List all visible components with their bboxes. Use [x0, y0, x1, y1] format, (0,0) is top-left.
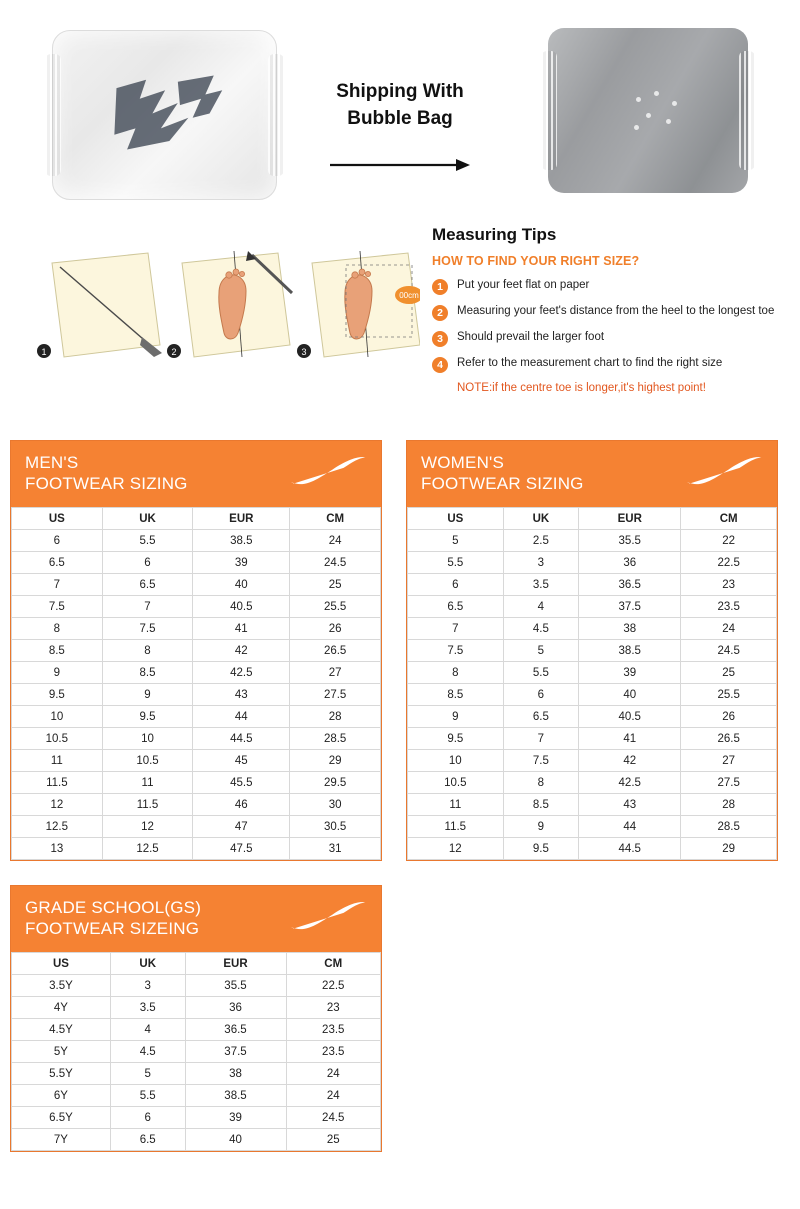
cell-us: 9 [408, 706, 504, 728]
cell-uk: 5.5 [110, 1085, 185, 1107]
col-uk: UK [110, 953, 185, 975]
cell-uk: 12 [102, 816, 193, 838]
table-row [12, 794, 381, 816]
cell-eur: 39 [185, 1107, 286, 1129]
cell-uk: 7.5 [503, 750, 579, 772]
cell-us: 10.5 [408, 772, 504, 794]
shipping-title [300, 78, 500, 132]
diagram-step-3 [297, 251, 420, 358]
cell-cm: 27 [681, 750, 777, 772]
cell-uk: 6 [102, 552, 193, 574]
right-arrow-icon [330, 158, 470, 172]
cell-uk: 6.5 [503, 706, 579, 728]
cell-eur: 44.5 [193, 728, 290, 750]
cell-uk: 12.5 [102, 838, 193, 860]
table-row [12, 1063, 381, 1085]
cell-uk: 3 [110, 975, 185, 997]
cell-cm: 28.5 [681, 816, 777, 838]
cell-uk: 4 [503, 596, 579, 618]
table-row [12, 640, 381, 662]
cell-us: 9.5 [12, 684, 103, 706]
table-header-row [12, 508, 381, 530]
cell-eur: 42 [193, 640, 290, 662]
cell-cm: 24.5 [290, 552, 381, 574]
table-row [12, 596, 381, 618]
table-row [408, 552, 777, 574]
tip-item [432, 304, 782, 321]
size-tables-section [0, 440, 800, 1152]
tip-text: Should prevail the larger foot [457, 331, 605, 343]
foot-measuring-diagram [30, 245, 420, 375]
cell-eur: 38 [579, 618, 681, 640]
gs-table-body [12, 975, 381, 1151]
tip-item [432, 330, 782, 347]
cell-us: 12 [12, 794, 103, 816]
col-eur: EUR [579, 508, 681, 530]
cell-eur: 47.5 [193, 838, 290, 860]
cell-cm: 28.5 [290, 728, 381, 750]
col-eur: EUR [193, 508, 290, 530]
ruler-label: 00cm [399, 291, 419, 300]
cell-uk: 10 [102, 728, 193, 750]
jordan-print-icon [102, 67, 233, 162]
tip-text: Put your feet flat on paper [457, 279, 590, 291]
gray-bubble-mailer-icon [548, 28, 748, 193]
cell-cm: 24 [290, 530, 381, 552]
cell-us: 10.5 [12, 728, 103, 750]
cell-eur: 40.5 [193, 596, 290, 618]
cell-us: 6 [12, 530, 103, 552]
cell-eur: 36 [579, 552, 681, 574]
cell-uk: 5 [110, 1063, 185, 1085]
cell-eur: 40 [193, 574, 290, 596]
nike-swoosh-icon [289, 457, 367, 485]
cell-eur: 40 [185, 1129, 286, 1151]
tip-number: 4 [432, 357, 448, 373]
gs-table-title-line1: GRADE SCHOOL(GS) [25, 898, 202, 917]
cell-cm: 24 [286, 1085, 381, 1107]
cell-cm: 26 [290, 618, 381, 640]
womens-table-title-line2: FOOTWEAR SIZING [421, 474, 584, 493]
mens-table-body [12, 530, 381, 860]
cell-uk: 11.5 [102, 794, 193, 816]
col-cm: CM [681, 508, 777, 530]
gs-table-header [11, 886, 381, 952]
table-row [12, 1041, 381, 1063]
cell-uk: 8.5 [503, 794, 579, 816]
cell-cm: 26 [681, 706, 777, 728]
cell-eur: 38.5 [579, 640, 681, 662]
cell-eur: 41 [193, 618, 290, 640]
cell-us: 5Y [12, 1041, 111, 1063]
table-row [408, 816, 777, 838]
tip-item [432, 356, 782, 373]
cell-us: 5.5Y [12, 1063, 111, 1085]
cell-cm: 25 [290, 574, 381, 596]
cell-eur: 43 [193, 684, 290, 706]
col-us: US [12, 508, 103, 530]
col-us: US [12, 953, 111, 975]
cell-uk: 8.5 [102, 662, 193, 684]
cell-uk: 6 [110, 1107, 185, 1129]
cell-eur: 38.5 [193, 530, 290, 552]
cell-cm: 24 [681, 618, 777, 640]
gs-size-grid [11, 952, 381, 1151]
mens-size-grid [11, 507, 381, 860]
svg-text:3: 3 [301, 347, 307, 357]
cell-eur: 42.5 [579, 772, 681, 794]
cell-uk: 9.5 [503, 838, 579, 860]
table-row [408, 838, 777, 860]
cell-us: 9 [12, 662, 103, 684]
cell-cm: 26.5 [290, 640, 381, 662]
cell-us: 7 [408, 618, 504, 640]
table-row [12, 1107, 381, 1129]
svg-text:1: 1 [41, 347, 47, 357]
cell-cm: 23 [286, 997, 381, 1019]
cell-us: 4Y [12, 997, 111, 1019]
cell-us: 10 [408, 750, 504, 772]
cell-us: 12.5 [12, 816, 103, 838]
shipping-title-line2: Bubble Bag [347, 108, 453, 129]
womens-table-header [407, 441, 777, 507]
cell-eur: 39 [193, 552, 290, 574]
cell-eur: 40 [579, 684, 681, 706]
tip-number: 3 [432, 331, 448, 347]
nike-swoosh-icon [289, 902, 367, 930]
cell-us: 6.5 [12, 552, 103, 574]
cell-cm: 28 [681, 794, 777, 816]
table-row [12, 552, 381, 574]
cell-eur: 45 [193, 750, 290, 772]
table-row [408, 596, 777, 618]
col-eur: EUR [185, 953, 286, 975]
cell-eur: 35.5 [579, 530, 681, 552]
table-row [12, 1085, 381, 1107]
cell-us: 11.5 [12, 772, 103, 794]
cell-eur: 44 [579, 816, 681, 838]
table-row [12, 1019, 381, 1041]
cell-cm: 27 [290, 662, 381, 684]
table-row [12, 772, 381, 794]
mens-table-title-line2: FOOTWEAR SIZING [25, 474, 188, 493]
cell-cm: 31 [290, 838, 381, 860]
cell-us: 13 [12, 838, 103, 860]
table-row [12, 816, 381, 838]
cell-eur: 42 [579, 750, 681, 772]
table-row [12, 530, 381, 552]
cell-eur: 37.5 [185, 1041, 286, 1063]
measuring-tips-section [0, 225, 800, 440]
table-row [12, 684, 381, 706]
cell-eur: 46 [193, 794, 290, 816]
cell-eur: 40.5 [579, 706, 681, 728]
cell-uk: 7.5 [102, 618, 193, 640]
cell-uk: 4.5 [110, 1041, 185, 1063]
cell-uk: 6.5 [110, 1129, 185, 1151]
table-header-row [408, 508, 777, 530]
table-row [12, 706, 381, 728]
cell-cm: 24 [286, 1063, 381, 1085]
cell-cm: 23.5 [286, 1041, 381, 1063]
mailer-highlight-dots [632, 91, 688, 134]
cell-eur: 43 [579, 794, 681, 816]
womens-size-table [406, 440, 778, 861]
cell-us: 5 [408, 530, 504, 552]
cell-uk: 3.5 [503, 574, 579, 596]
cell-eur: 39 [579, 662, 681, 684]
cell-us: 11.5 [408, 816, 504, 838]
cell-cm: 23.5 [681, 596, 777, 618]
cell-us: 7.5 [12, 596, 103, 618]
cell-uk: 9 [503, 816, 579, 838]
cell-uk: 3.5 [110, 997, 185, 1019]
mens-table-title-line1: MEN'S [25, 453, 79, 472]
tip-number: 1 [432, 279, 448, 295]
diagram-step-1 [37, 253, 162, 358]
cell-uk: 8 [503, 772, 579, 794]
cell-uk: 3 [503, 552, 579, 574]
cell-eur: 44 [193, 706, 290, 728]
cell-cm: 23.5 [286, 1019, 381, 1041]
womens-table-body [408, 530, 777, 860]
table-row [408, 662, 777, 684]
table-row [408, 530, 777, 552]
svg-text:2: 2 [171, 347, 177, 357]
diagram-step-2 [167, 251, 292, 358]
cell-us: 12 [408, 838, 504, 860]
col-cm: CM [290, 508, 381, 530]
cell-uk: 4 [110, 1019, 185, 1041]
measuring-tips-subtitle: HOW TO FIND YOUR RIGHT SIZE? [432, 254, 640, 268]
cell-uk: 7 [102, 596, 193, 618]
table-row [408, 728, 777, 750]
cell-uk: 9.5 [102, 706, 193, 728]
cell-uk: 4.5 [503, 618, 579, 640]
cell-us: 5.5 [408, 552, 504, 574]
cell-cm: 23 [681, 574, 777, 596]
cell-cm: 29 [681, 838, 777, 860]
cell-us: 6.5Y [12, 1107, 111, 1129]
cell-cm: 25.5 [681, 684, 777, 706]
cell-eur: 44.5 [579, 838, 681, 860]
cell-us: 3.5Y [12, 975, 111, 997]
cell-eur: 41 [579, 728, 681, 750]
cell-us: 7Y [12, 1129, 111, 1151]
table-row [12, 574, 381, 596]
cell-us: 8.5 [408, 684, 504, 706]
table-row [408, 794, 777, 816]
cell-cm: 27.5 [290, 684, 381, 706]
cell-cm: 28 [290, 706, 381, 728]
cell-uk: 2.5 [503, 530, 579, 552]
cell-us: 11 [408, 794, 504, 816]
table-row [12, 1129, 381, 1151]
cell-eur: 45.5 [193, 772, 290, 794]
cell-us: 6Y [12, 1085, 111, 1107]
clear-bubble-bag-icon [52, 30, 277, 200]
table-header-row [12, 953, 381, 975]
cell-uk: 5.5 [102, 530, 193, 552]
cell-cm: 29 [290, 750, 381, 772]
measuring-tips-block [432, 225, 782, 394]
cell-uk: 8 [102, 640, 193, 662]
cell-us: 8 [408, 662, 504, 684]
cell-us: 6 [408, 574, 504, 596]
cell-us: 7 [12, 574, 103, 596]
cell-cm: 25.5 [290, 596, 381, 618]
measuring-tips-title: Measuring Tips [432, 225, 557, 244]
cell-us: 6.5 [408, 596, 504, 618]
cell-us: 10 [12, 706, 103, 728]
cell-cm: 30 [290, 794, 381, 816]
measuring-note: NOTE:if the centre toe is longer,it's highest point! [457, 382, 706, 394]
table-row [12, 728, 381, 750]
cell-uk: 5 [503, 640, 579, 662]
col-cm: CM [286, 953, 381, 975]
table-row [12, 662, 381, 684]
table-row [408, 640, 777, 662]
cell-cm: 29.5 [290, 772, 381, 794]
cell-us: 9.5 [408, 728, 504, 750]
cell-us: 11 [12, 750, 103, 772]
cell-cm: 24.5 [286, 1107, 381, 1129]
cell-uk: 5.5 [503, 662, 579, 684]
shipping-title-line1: Shipping With [336, 81, 464, 102]
cell-us: 8 [12, 618, 103, 640]
cell-uk: 6.5 [102, 574, 193, 596]
col-uk: UK [503, 508, 579, 530]
cell-cm: 22.5 [286, 975, 381, 997]
table-row [12, 838, 381, 860]
cell-cm: 25 [681, 662, 777, 684]
cell-us: 4.5Y [12, 1019, 111, 1041]
col-uk: UK [102, 508, 193, 530]
cell-cm: 22.5 [681, 552, 777, 574]
cell-eur: 36.5 [185, 1019, 286, 1041]
table-row [408, 706, 777, 728]
womens-table-title-line1: WOMEN'S [421, 453, 505, 472]
table-row [12, 975, 381, 997]
cell-eur: 36 [185, 997, 286, 1019]
cell-uk: 7 [503, 728, 579, 750]
tip-number: 2 [432, 305, 448, 321]
cell-cm: 30.5 [290, 816, 381, 838]
cell-eur: 36.5 [579, 574, 681, 596]
gs-table-title-line2: FOOTWEAR SIZEING [25, 919, 200, 938]
cell-cm: 22 [681, 530, 777, 552]
mens-table-header [11, 441, 381, 507]
cell-us: 8.5 [12, 640, 103, 662]
shipping-section [0, 0, 800, 225]
table-row [408, 684, 777, 706]
table-row [12, 618, 381, 640]
cell-eur: 47 [193, 816, 290, 838]
table-row [12, 750, 381, 772]
cell-uk: 9 [102, 684, 193, 706]
spacer [406, 885, 778, 1152]
cell-uk: 6 [503, 684, 579, 706]
cell-cm: 24.5 [681, 640, 777, 662]
cell-cm: 27.5 [681, 772, 777, 794]
table-row [408, 750, 777, 772]
cell-uk: 11 [102, 772, 193, 794]
tip-item [432, 278, 782, 295]
grade-school-size-table [10, 885, 382, 1152]
tip-text: Measuring your feet's distance from the heel to the longest toe [457, 305, 775, 317]
cell-eur: 38.5 [185, 1085, 286, 1107]
table-row [408, 772, 777, 794]
table-row [408, 618, 777, 640]
cell-cm: 26.5 [681, 728, 777, 750]
nike-swoosh-icon [685, 457, 763, 485]
cell-eur: 37.5 [579, 596, 681, 618]
cell-eur: 38 [185, 1063, 286, 1085]
col-us: US [408, 508, 504, 530]
cell-eur: 35.5 [185, 975, 286, 997]
tip-text: Refer to the measurement chart to find the right size [457, 357, 723, 369]
cell-uk: 10.5 [102, 750, 193, 772]
womens-size-grid [407, 507, 777, 860]
table-row [12, 997, 381, 1019]
table-row [408, 574, 777, 596]
mens-size-table [10, 440, 382, 861]
cell-eur: 42.5 [193, 662, 290, 684]
cell-us: 7.5 [408, 640, 504, 662]
cell-cm: 25 [286, 1129, 381, 1151]
